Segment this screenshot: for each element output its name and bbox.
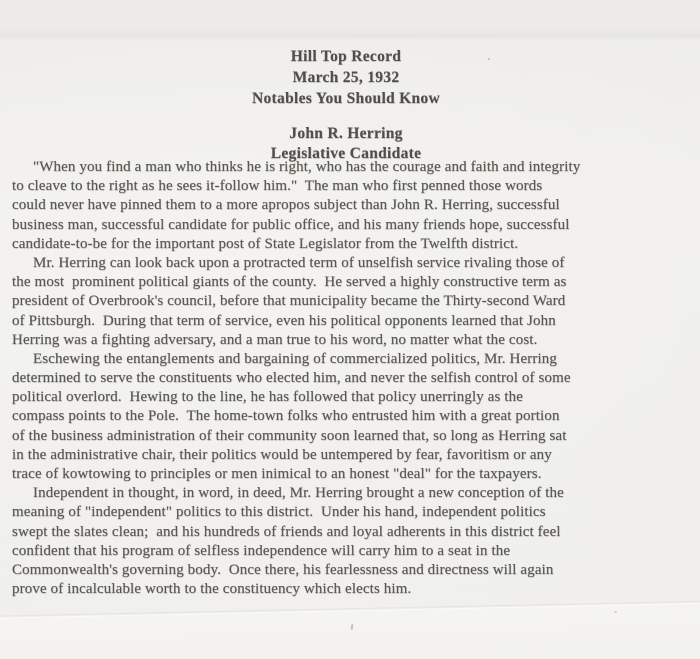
text-line: meaning of "independent" politics to this district. Under his hand, independent politics [12,504,546,521]
publication-title: Hill Top Record [290,48,402,65]
text-line: Independent in thought, in word, in deed, Mr. Herring brought a new conception of the [33,485,564,502]
text-line: in the administrative chair, their politics would be untempered by fear, favoritism or any [12,446,552,463]
text-line: trace of kowtowing to principles or men inimical to an honest "deal" for the taxpayers. [12,466,542,482]
text-line: could never have pinned them to a more apropos subject than John R. Herring, successful [12,197,560,214]
text-line: Commonwealth's governing body. Once there, his fearlessness and directness will again [12,561,554,578]
text-line: determined to serve the constituents who elected him, and never the selfish control of some [12,370,571,387]
text-line: Eschewing the entanglements and bargaining of commercialized politics, Mr. Herring [33,350,557,367]
paragraph [12,350,694,484]
paragraph [12,484,694,599]
text-line: compass points to the Pole. The home-town folks who entrusted him with a great portion [12,408,560,425]
text-line: of Pittsburgh. During that term of service, even his political opponents learned that John [12,312,556,329]
text-line: prove of incalculable worth to the constituency which elects him. [12,581,412,598]
text-line: "When you find a man who thinks he is right, who has the courage and faith and integrity [33,159,581,175]
paragraph [12,158,694,254]
text-line: business man, successful candidate for public office, and his many friends hope, successful [12,216,570,233]
subject-title: Legislative Candidate [270,145,422,162]
text-line: candidate-to-be for the important post of State Legislator from the Twelfth district. [12,235,519,252]
paper-top-edge [0,0,700,40]
column-title: Notables You Should Know [252,90,440,107]
scan-speck [614,611,617,613]
article-body [12,158,694,599]
masthead [0,46,692,109]
text-line: Mr. Herring can look back upon a protracted term of unselfish service rivaling those of [33,254,565,271]
text-line: the most prominent political giants of the county. He served a highly constructive term as [12,274,567,291]
text-line: Herring was a fighting adversary, and a man true to his word, no matter what the cost. [12,331,538,348]
text-line: confident that his program of selfless independence will carry him to a seat in the [12,542,511,559]
subject-name: John R. Herring [289,125,403,142]
text-line: swept the slates clean; and his hundreds of friends and loyal adherents in this district feel [12,523,561,540]
text-line: political overlord. Hewing to the line, he has followed that policy unerringly as the [12,389,524,406]
publication-date: March 25, 1932 [292,69,400,86]
paragraph [12,254,694,350]
text-line: president of Overbrook's council, before that municipality became the Thirty-second Ward [12,293,566,310]
scan-speck [488,58,490,60]
text-line: to cleave to the right as he sees it-follow him." The man who first penned those words [12,178,543,195]
text-line: of the business administration of their community soon learned that, so long as Herring sat [12,427,567,444]
